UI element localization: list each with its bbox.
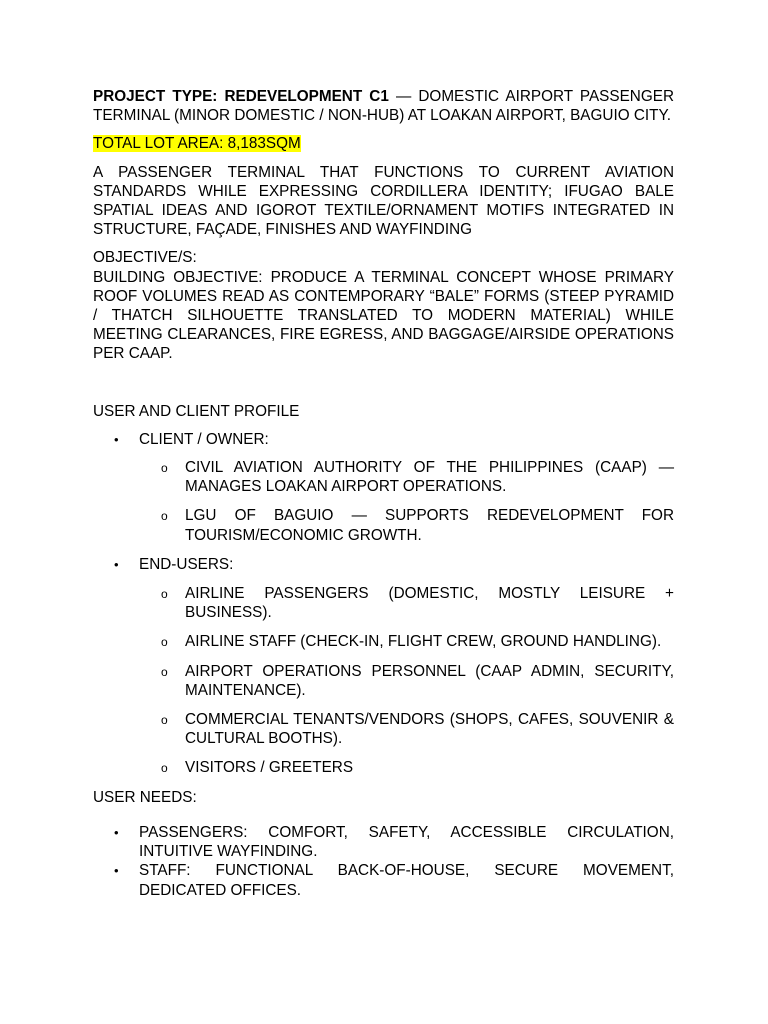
bullet-icon: • [114,431,119,447]
sub-bullet-icon: o [161,509,168,524]
sub-bullet-icon: o [161,664,168,679]
sub-bullet-icon: o [161,635,168,650]
client-owner-item [93,430,674,449]
client-owner-label: CLIENT / OWNER: [139,430,269,448]
end-users-item [93,555,674,574]
end-user-list-item [93,710,674,748]
sub-bullet-icon: o [161,461,168,476]
user-need-text: PASSENGERS: COMFORT, SAFETY, ACCESSIBLE CIRCULATION, INTUITIVE WAYFINDING. [139,823,674,861]
end-user-text: AIRPORT OPERATIONS PERSONNEL (CAAP ADMIN, SECURITY, MAINTENANCE). [185,662,674,699]
sub-bullet-icon: o [161,713,168,728]
end-user-text: COMMERCIAL TENANTS/VENDORS (SHOPS, CAFES, SOUVENIR & CULTURAL BOOTHS). [185,711,674,748]
end-user-list-item [93,584,674,622]
end-user-list-item [93,662,674,700]
project-description: A PASSENGER TERMINAL THAT FUNCTIONS TO CURRENT AVIATION STANDARDS WHILE EXPRESSING CORDILLERA IDENTITY; IFUGAO BALE SPATIAL IDEAS AND IGOROT TEXTILE/ORNAMENT MOTIFS INTEGRATED IN STRUCTURE, FAÇADE, FINISHES AND WAYFINDING [93,163,674,239]
document-body [93,87,674,900]
total-lot-area [93,134,674,153]
bullet-icon: • [114,556,119,572]
project-type-label: PROJECT TYPE: REDEVELOPMENT C1 [93,88,389,105]
project-type-text: — DOMESTIC AIRPORT PASSENGER TERMINAL (MINOR DOMESTIC / NON-HUB) AT LOAKAN AIRPORT, BAGUIO CITY. [93,88,674,125]
client-text: LGU OF BAGUIO — SUPPORTS REDEVELOPMENT FOR TOURISM/ECONOMIC GROWTH. [185,507,674,544]
client-text: CIVIL AVIATION AUTHORITY OF THE PHILIPPINES (CAAP) — MANAGES LOAKAN AIRPORT OPERATIONS. [185,459,674,496]
user-need-item [93,861,674,899]
end-user-text: AIRLINE PASSENGERS (DOMESTIC, MOSTLY LEISURE + BUSINESS). [185,585,674,622]
end-user-text: VISITORS / GREETERS [185,759,354,777]
end-users-label: END-USERS: [139,555,234,573]
end-user-list-item [93,632,674,651]
bullet-icon: • [114,863,119,879]
client-list-item [93,506,674,544]
user-needs-heading: USER NEEDS: [93,788,197,806]
sub-bullet-icon: o [161,761,168,776]
total-lot-area-highlight: TOTAL LOT AREA: 8,183SQM [93,135,301,153]
objectives-heading: OBJECTIVE/S: [93,249,197,267]
project-type-paragraph [93,87,674,125]
user-client-profile-heading: USER AND CLIENT PROFILE [93,402,300,420]
user-need-item [93,823,674,861]
user-need-text: STAFF: FUNCTIONAL BACK-OF-HOUSE, SECURE MOVEMENT, DEDICATED OFFICES. [139,862,674,899]
end-user-list-item [93,758,674,777]
client-list-item [93,458,674,496]
bullet-icon: • [114,824,119,840]
sub-bullet-icon: o [161,587,168,602]
building-objective: BUILDING OBJECTIVE: PRODUCE A TERMINAL CONCEPT WHOSE PRIMARY ROOF VOLUMES READ AS CONTEMPORARY “BALE” FORMS (STEEP PYRAMID / THATCH SILHOUETTE TRANSLATED TO MODERN MATERIAL) WHILE MEETING CLEARANCES, FIRE EGRESS, AND BAGGAGE/AIRSIDE OPERATIONS PER CAAP. [93,268,674,363]
end-user-text: AIRLINE STAFF (CHECK-IN, FLIGHT CREW, GROUND HANDLING). [185,633,662,651]
